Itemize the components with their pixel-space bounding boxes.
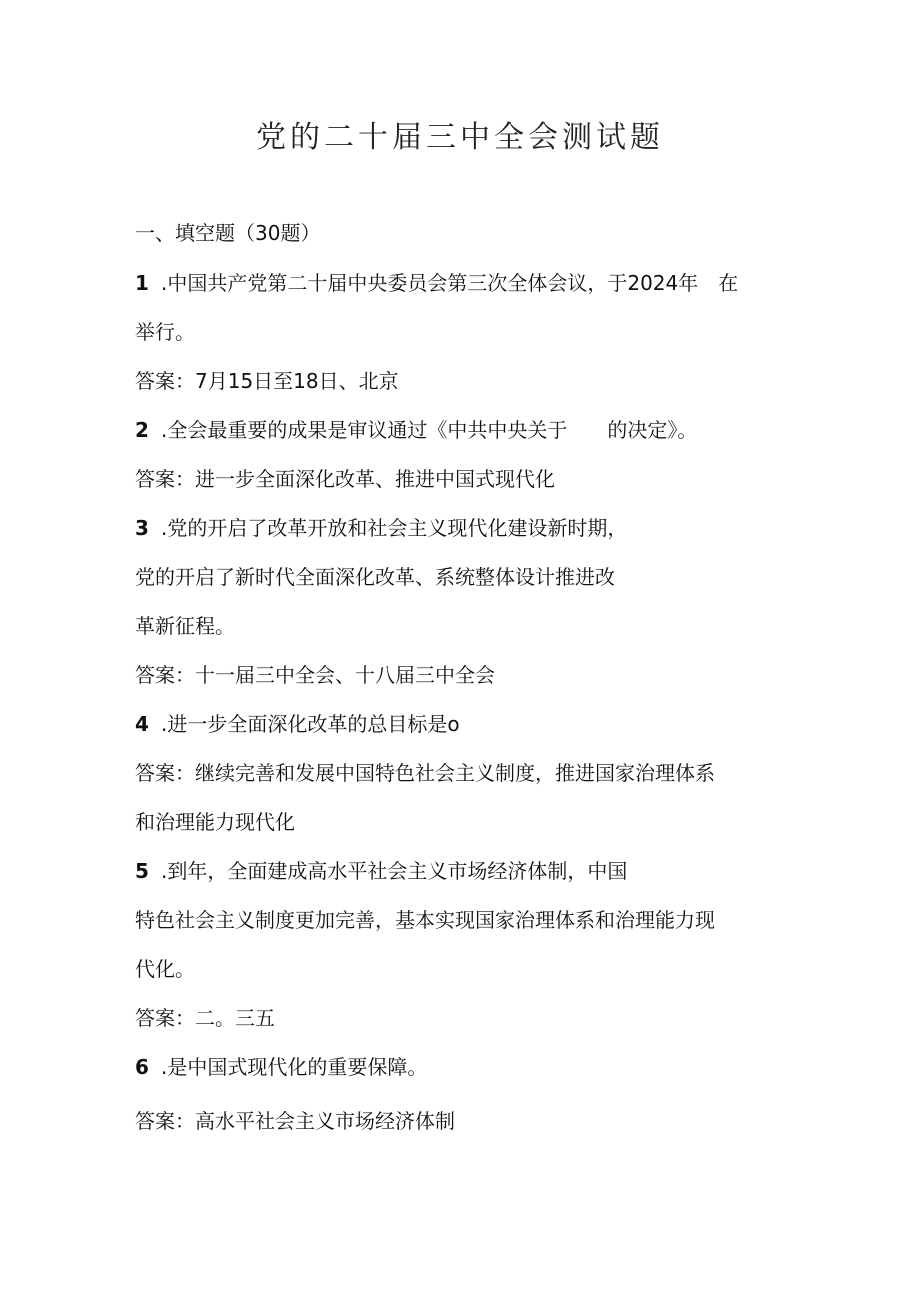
- question-3-cont: 革新征程。: [135, 614, 235, 638]
- answer-4-cont: 和治理能力现代化: [135, 810, 295, 834]
- question-text: .中国共产党第二十届中央委员会第三次全体会议，于2024年 在: [161, 271, 739, 295]
- answer-6: 答案：高水平社会主义市场经济体制: [135, 1109, 455, 1133]
- question-number: 2: [135, 418, 149, 442]
- question-3-cont: 党的开启了新时代全面深化改革、系统整体设计推进改: [135, 565, 615, 589]
- answer-4: 答案：继续完善和发展中国特色社会主义制度，推进国家治理体系: [135, 761, 715, 785]
- question-1: [135, 270, 738, 296]
- question-text: .党的开启了改革开放和社会主义现代化建设新时期，: [161, 516, 628, 540]
- answer-1: 答案：7月15日至18日、北京: [135, 369, 399, 393]
- question-text: .全会最重要的成果是审议通过《中共中央关于 的决定》。: [161, 418, 698, 442]
- question-number: 3: [135, 516, 149, 540]
- question-text: .到年，全面建成高水平社会主义市场经济体制，中国: [161, 859, 628, 883]
- question-number: 6: [135, 1055, 149, 1079]
- question-text: .进一步全面深化改革的总目标是o: [161, 712, 460, 736]
- question-3: [135, 515, 627, 541]
- question-5: [135, 858, 627, 884]
- section-heading: 一、填空题（30题）: [135, 221, 321, 245]
- answer-3: 答案：十一届三中全会、十八届三中全会: [135, 663, 495, 687]
- question-6: [135, 1054, 427, 1080]
- question-number: 4: [135, 712, 149, 736]
- question-1-cont: 举行。: [135, 320, 195, 344]
- answer-5: 答案：二。三五: [135, 1006, 275, 1030]
- question-5-cont: 代化。: [135, 957, 195, 981]
- question-5-cont: 特色社会主义制度更加完善，基本实现国家治理体系和治理能力现: [135, 908, 715, 932]
- question-number: 5: [135, 859, 149, 883]
- question-2: [135, 417, 697, 443]
- question-4: [135, 711, 460, 737]
- document-title: 党的二十届三中全会测试题: [256, 120, 664, 155]
- question-number: 1: [135, 271, 149, 295]
- question-text: .是中国式现代化的重要保障。: [161, 1055, 428, 1079]
- answer-2: 答案：进一步全面深化改革、推进中国式现代化: [135, 467, 555, 491]
